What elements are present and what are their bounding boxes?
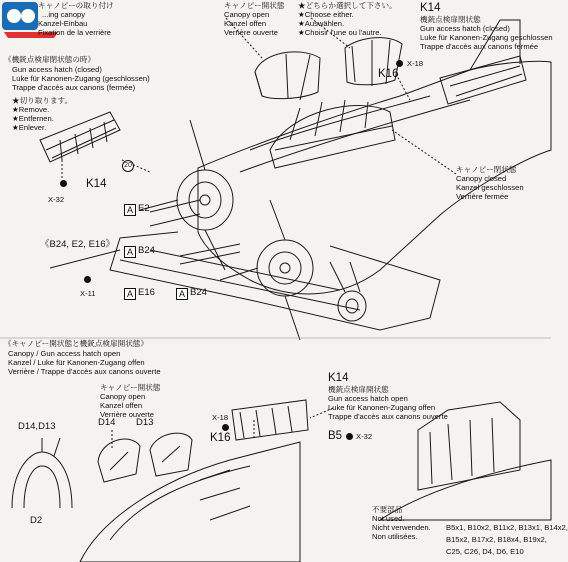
part-tree-a-b24: A <box>124 246 136 258</box>
label-b24: B24 <box>138 245 155 256</box>
k14-open-part: K14 <box>328 372 349 384</box>
header-fr: Fixation de la verrière <box>38 28 112 37</box>
not-used-parts-3: C25, C26, D4, D6, E10 <box>446 547 524 556</box>
fuselage-bottom-mid <box>80 442 300 562</box>
label-e16: E16 <box>138 287 155 298</box>
label-x32-left: X-32 <box>48 195 65 204</box>
k14-closed-jp: 機銃点検扉閉状態 <box>420 15 481 24</box>
k14-open-en: Gun access hatch open <box>328 394 408 403</box>
label-d2: D2 <box>30 515 43 526</box>
bottom-title: 《キャノピー開状態と機銃点検扉開状態》 <box>4 339 148 348</box>
canopy-open-jp: キャノピー開状態 <box>224 1 285 10</box>
label-x18-bottom: X-18 <box>212 413 229 422</box>
canopy-open-fr: Verrière ouverte <box>224 28 279 37</box>
not-used-parts-1: B5x1, B10x2, B11x2, B13x1, B14x2, <box>446 523 568 532</box>
choose-en: ★Choose either. <box>298 10 354 19</box>
hatch-note-title: 《機銃点検扉閉状態の時》 <box>4 55 96 64</box>
k14-closed-en: Gun access hatch (closed) <box>420 24 510 33</box>
k14-open-fr: Trappe d'accès aux canons ouverte <box>328 412 448 421</box>
not-used-parts-2: B15x2, B17x2, B18x4, B19x2, <box>446 535 547 544</box>
not-used-en: Not used. <box>372 514 405 523</box>
hatch-k14-closed <box>440 56 526 104</box>
header-jp: キャノピーの取り付け <box>38 1 114 10</box>
label-b24-2: B24 <box>190 287 207 298</box>
screw-dot-x18-bottom <box>222 424 229 431</box>
label-e2: E2 <box>138 203 150 214</box>
k14-closed-fr: Trappe d'accès aux canons fermée <box>420 42 539 51</box>
canopy-closed <box>270 106 395 168</box>
canopy-open-b-jp: キャノピー開状態 <box>100 383 161 392</box>
not-used-jp: 不要部品 <box>372 505 403 514</box>
canopy-closed-jp: キャノピー閉状態 <box>456 165 517 174</box>
canopy-closed-en: Canopy closed <box>456 174 507 183</box>
cut-en: ★Remove. <box>12 105 50 114</box>
part-tree-a-e2: A <box>124 204 136 216</box>
hatch-note-de: Luke für Kanonen-Zugang (geschlossen) <box>12 74 150 83</box>
label-k16-bottom: K16 <box>210 432 231 444</box>
screw-dot-x32 <box>60 180 67 187</box>
label-d14-d13: D14,D13 <box>18 421 56 432</box>
hatch-note-fr: Trappe d'accès aux canons (fermée) <box>12 83 136 92</box>
not-used-de: Nicht verwenden. <box>372 523 431 532</box>
b24-group-label: 《B24, E2, E16》 <box>40 239 115 250</box>
bottom-de: Kanzel / Luke für Kanonen-Zugang offen <box>8 358 145 367</box>
k14-open-de: Luke für Kanonen-Zugang offen <box>328 403 436 412</box>
part-tree-a-b24-2: A <box>176 288 188 300</box>
label-d14: D14 <box>98 417 116 428</box>
header-en: ...ing canopy <box>42 10 86 19</box>
cut-jp: ★切り取ります。 <box>12 96 73 105</box>
gun-barrels <box>150 200 240 264</box>
header-de: Kanzel-Einbau <box>38 19 88 28</box>
screw-dot-x32-bottom <box>346 433 353 440</box>
canopy-open-de: Kanzel offen <box>224 19 267 28</box>
choose-de: ★Auswählen. <box>298 19 345 28</box>
canopy-open-b-de: Kanzel offen <box>100 401 143 410</box>
not-used-fr: Non utilisées. <box>372 532 418 541</box>
canopy-closed-fr: Verrière fermée <box>456 192 509 201</box>
hatch-note-en: Gun access hatch (closed) <box>12 65 102 74</box>
bottom-en: Canopy / Gun access hatch open <box>8 349 121 358</box>
screw-dot-x18 <box>396 60 403 67</box>
label-d13: D13 <box>136 417 154 428</box>
screw-dot-x11 <box>84 276 91 283</box>
canopy-open-b-fr: Verrière ouverte <box>100 410 155 419</box>
k14-closed-de: Luke für Kanonen-Zugang geschlossen <box>420 33 553 42</box>
canopy-part-d2 <box>12 452 72 508</box>
step-ring-20: 20 <box>122 160 134 172</box>
label-x32-bottom: X-32 <box>356 432 373 441</box>
choose-jp: ★どちらか選択して下さい。 <box>298 1 397 10</box>
choose-fr: ★Choisir l'une ou l'autre. <box>298 28 382 37</box>
k14-part-label: K14 <box>420 2 441 14</box>
bottom-fr: Verrière / Trappe d'accès aux canons ouverte <box>8 367 161 376</box>
label-k16-top: K16 <box>378 68 399 80</box>
label-x11: X-11 <box>80 289 96 298</box>
label-b5: B5 <box>328 430 343 442</box>
engine-right <box>257 240 313 296</box>
label-x18-top: X-18 <box>407 59 424 68</box>
k14-open-jp: 機銃点検扉開状態 <box>328 385 389 394</box>
fuselage-bottom-right <box>380 460 551 520</box>
cut-fr: ★Enlever. <box>12 123 47 132</box>
engine-left <box>177 170 233 230</box>
cut-de: ★Entfernen. <box>12 114 54 123</box>
canopy-open-en: Canopy open <box>224 10 270 19</box>
part-tree-a-e16: A <box>124 288 136 300</box>
label-k14-left: K14 <box>86 178 107 190</box>
canopy-closed-de: Kanzel geschlossen <box>456 183 524 192</box>
canopy-open-b-en: Canopy open <box>100 392 146 401</box>
